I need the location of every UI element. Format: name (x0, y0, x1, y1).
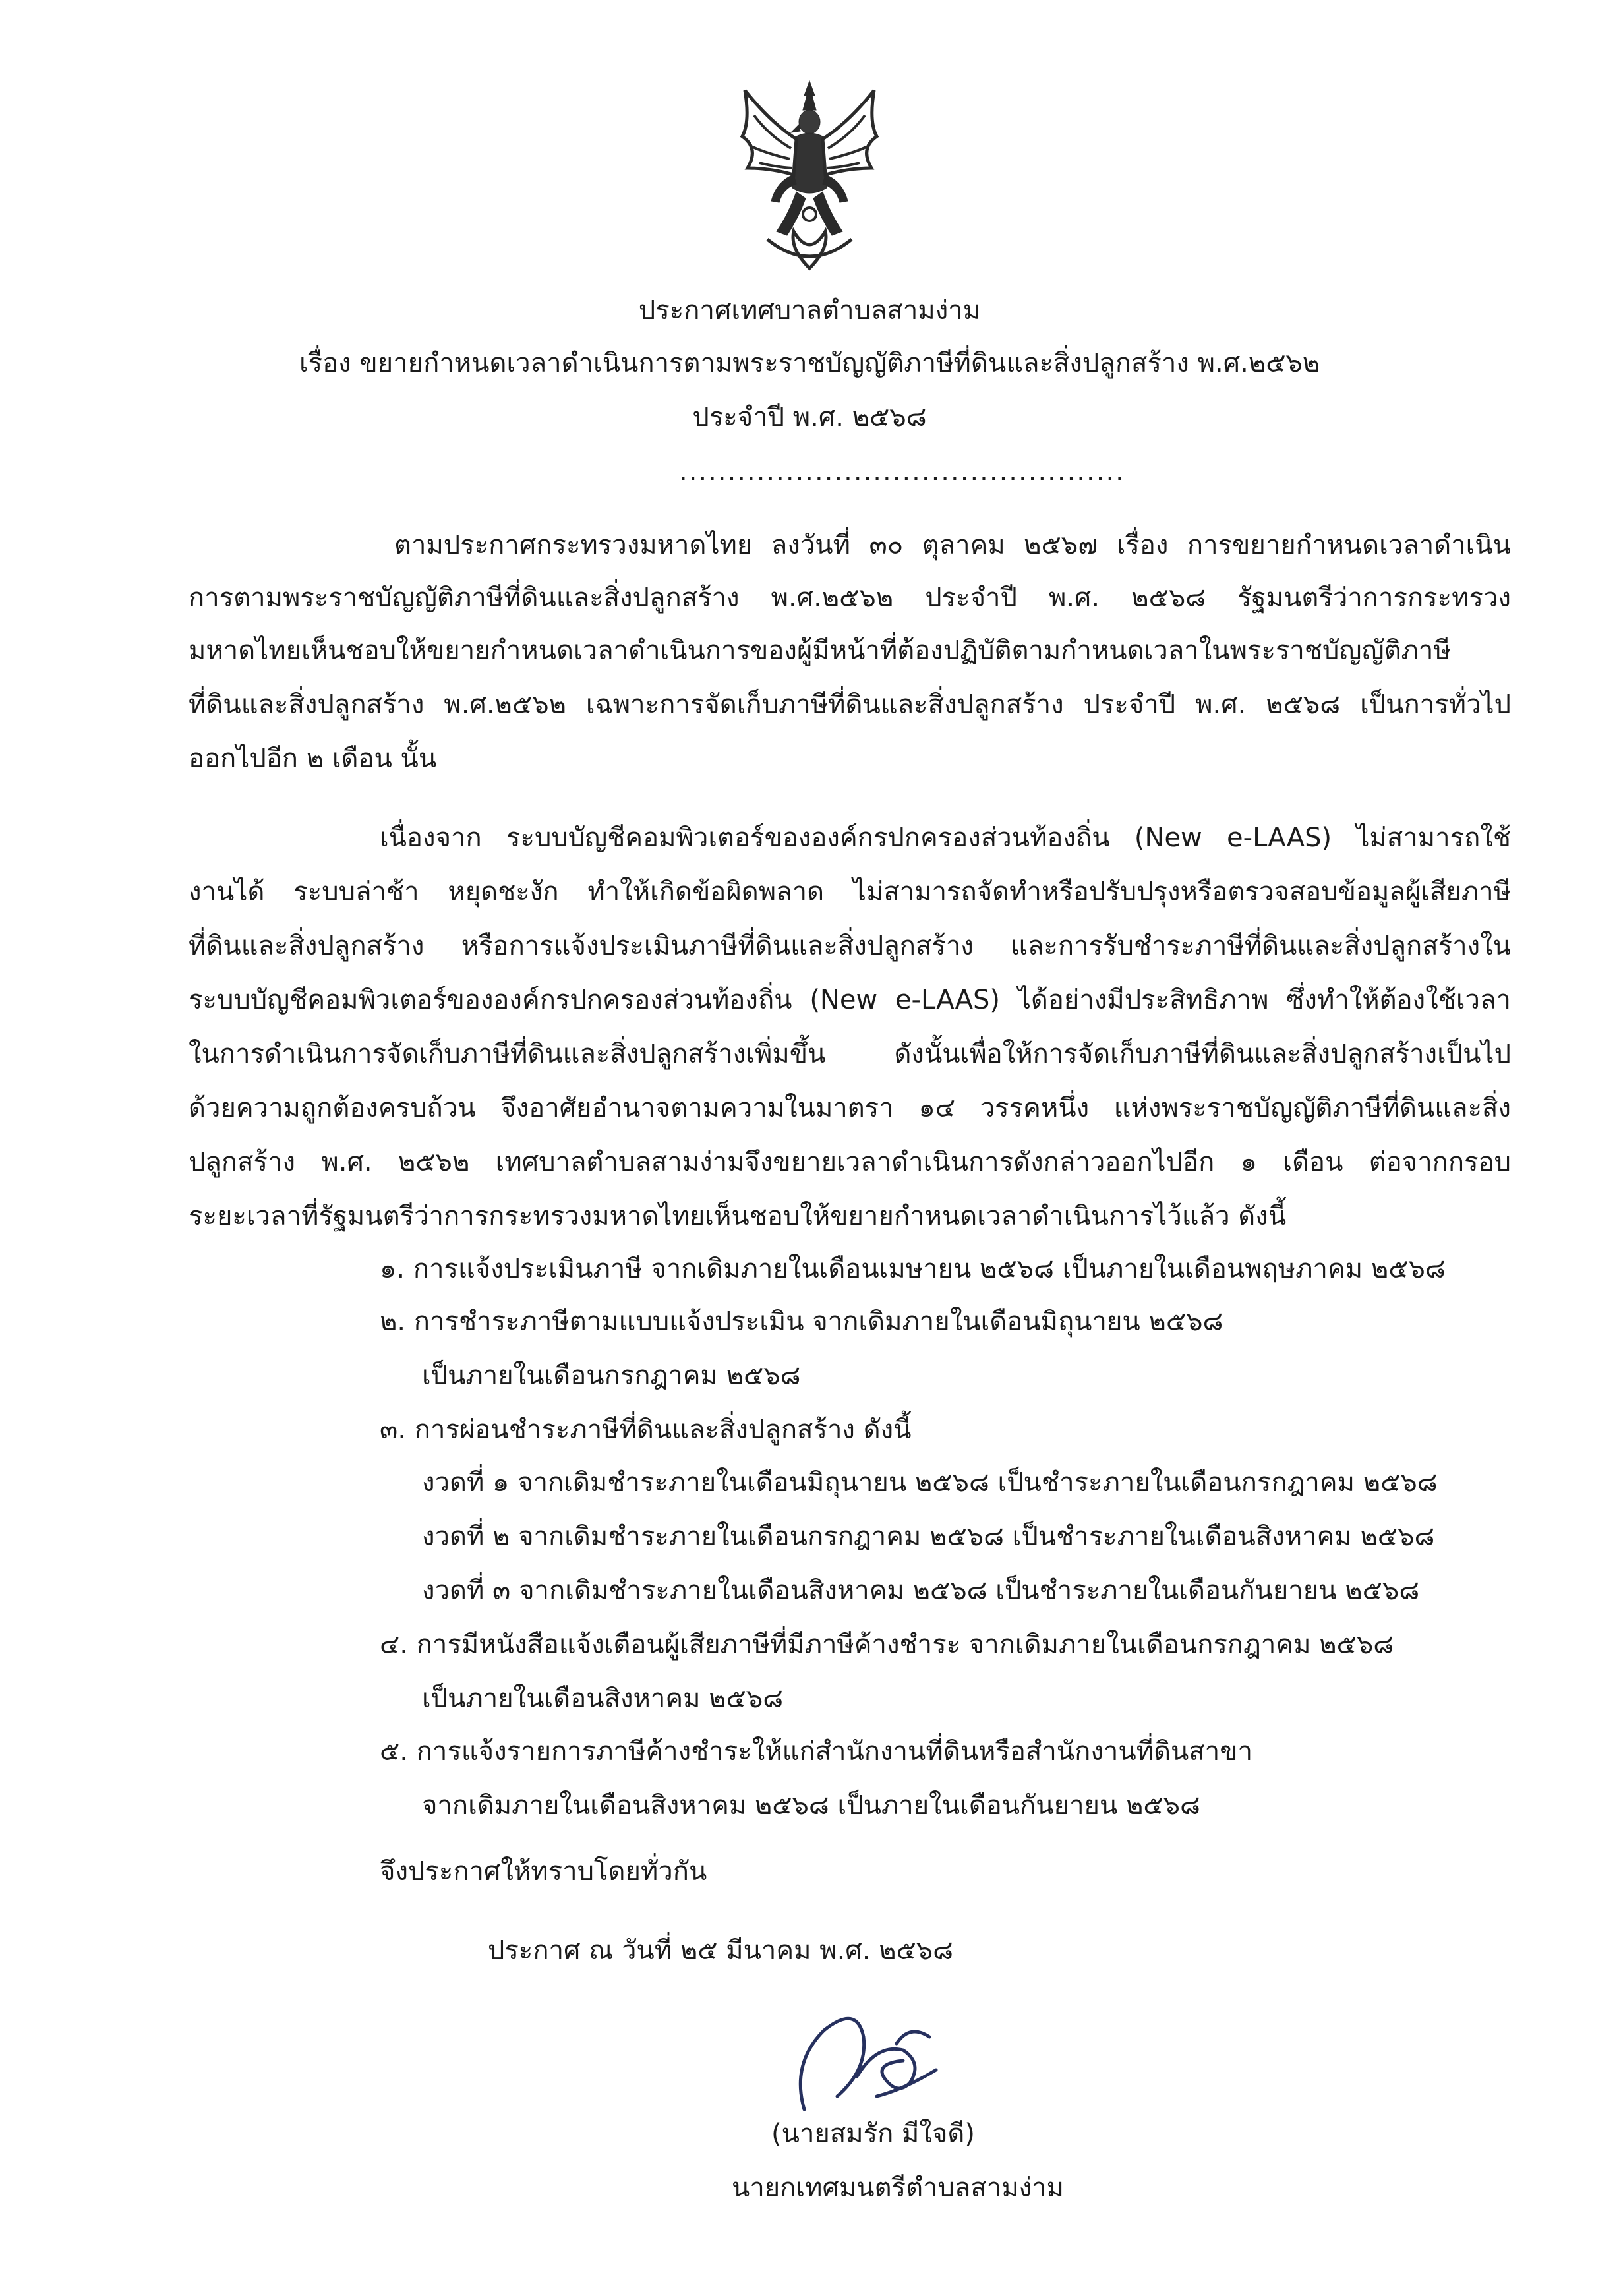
signature-icon (778, 1997, 976, 2129)
signer-title: นายกเทศมนตรีตำบลสามง่าม (732, 2173, 1065, 2203)
para1-line: ตามประกาศกระทรวงมหาดไทย ลงวันที่ ๓๐ ตุลาคม ๒๕๖๗ เรื่อง การขยายกำหนดเวลาดำเนิน (394, 530, 1511, 560)
para2-line: ปลูกสร้าง พ.ศ. ๒๕๖๒ เทศบาลตำบลสามง่ามจึงขยายเวลาดำเนินการดังกล่าวออกไปอีก ๑ เดือน ต่อจากกรอบ (189, 1147, 1511, 1177)
org-title: ประกาศเทศบาลตำบลสามง่าม (638, 295, 981, 326)
list-item: ๒. การชำระภาษีตามแบบแจ้งประเมิน จากเดิมภายในเดือนมิถุนายน ๒๕๖๘ (380, 1307, 1223, 1337)
para2-line: เนื่องจาก ระบบบัญชีคอมพิวเตอร์ขององค์กรปกครองส่วนท้องถิ่น (New e-LAAS) ไม่สามารถใช้ (380, 823, 1511, 853)
garuda-emblem-icon (730, 76, 889, 274)
list-item-continuation: เป็นภายในเดือนสิงหาคม ๒๕๖๘ (422, 1684, 784, 1714)
list-item-continuation: จากเดิมภายในเดือนสิงหาคม ๒๕๖๘ เป็นภายในเดือนกันยายน ๒๕๖๘ (422, 1790, 1200, 1821)
installment-item: งวดที่ ๒ จากเดิมชำระภายในเดือนกรกฎาคม ๒๕๖๘ เป็นชำระภายในเดือนสิงหาคม ๒๕๖๘ (422, 1521, 1435, 1552)
year-line: ประจำปี พ.ศ. ๒๕๖๘ (692, 402, 927, 432)
installment-item: งวดที่ ๓ จากเดิมชำระภายในเดือนสิงหาคม ๒๕๖๘ เป็นชำระภายในเดือนกันยายน ๒๕๖๘ (422, 1575, 1420, 1606)
list-item-continuation: เป็นภายในเดือนกรกฎาคม ๒๕๖๘ (422, 1361, 801, 1391)
signer-name: (นายสมรัก มีใจดี) (771, 2119, 975, 2149)
list-item: ๓. การผ่อนชำระภาษีที่ดินและสิ่งปลูกสร้าง ดังนี้ (380, 1415, 912, 1445)
para1-line: ออกไปอีก ๒ เดือน นั้น (189, 744, 437, 774)
closing-announce: จึงประกาศให้ทราบโดยทั่วกัน (380, 1856, 707, 1887)
para2-line: งานได้ ระบบล่าช้า หยุดชะงัก ทำให้เกิดข้อผิดพลาด ไม่สามารถจัดทำหรือปรับปรุงหรือตรวจสอบข้อมูลผู้เสียภาษี (189, 877, 1511, 907)
installment-item: งวดที่ ๑ จากเดิมชำระภายในเดือนมิถุนายน ๒๕๖๘ เป็นชำระภายในเดือนกรกฎาคม ๒๕๖๘ (422, 1467, 1438, 1498)
list-item: ๔. การมีหนังสือแจ้งเตือนผู้เสียภาษีที่มีภาษีค้างชำระ จากเดิมภายในเดือนกรกฎาคม ๒๕๖๘ (380, 1630, 1394, 1660)
para1-line: ที่ดินและสิ่งปลูกสร้าง พ.ศ.๒๕๖๒ เฉพาะการจัดเก็บภาษีที่ดินและสิ่งปลูกสร้าง ประจำปี พ.ศ. ๒๕๖๘ เป็นการทั่วไป (189, 690, 1511, 720)
para2-line: ด้วยความถูกต้องครบถ้วน จึงอาศัยอำนาจตามความในมาตรา ๑๔ วรรคหนึ่ง แห่งพระราชบัญญัติภาษีที่ดินและสิ่ง (189, 1093, 1511, 1123)
para1-line: มหาดไทยเห็นชอบให้ขยายกำหนดเวลาดำเนินการของผู้มีหน้าที่ต้องปฏิบัติตามกำหนดเวลาในพระราชบัญญัติภาษี (189, 635, 1451, 666)
para2-line: ที่ดินและสิ่งปลูกสร้าง หรือการแจ้งประเมินภาษีที่ดินและสิ่งปลูกสร้าง และการรับชำระภาษีที่ดินและสิ่งปลูกสร้างใน (189, 931, 1511, 961)
announcement-date: ประกาศ ณ วันที่ ๒๕ มีนาคม พ.ศ. ๒๕๖๘ (488, 1935, 954, 1966)
para2-line: ระยะเวลาที่รัฐมนตรีว่าการกระทรวงมหาดไทยเห็นชอบให้ขยายกำหนดเวลาดำเนินการไว้แล้ว ดังนี้ (189, 1201, 1287, 1231)
subject-line: เรื่อง ขยายกำหนดเวลาดำเนินการตามพระราชบัญญัติภาษีที่ดินและสิ่งปลูกสร้าง พ.ศ.๒๕๖๒ (299, 348, 1320, 378)
list-item: ๕. การแจ้งรายการภาษีค้างชำระให้แก่สำนักงานที่ดินหรือสำนักงานที่ดินสาขา (380, 1736, 1253, 1767)
header-separator: .............................................. (679, 456, 1125, 486)
para1-line: การตามพระราชบัญญัติภาษีที่ดินและสิ่งปลูกสร้าง พ.ศ.๒๕๖๒ ประจำปี พ.ศ. ๒๕๖๘ รัฐมนตรีว่าการกระทรวง (189, 583, 1511, 613)
list-item: ๑. การแจ้งประเมินภาษี จากเดิมภายในเดือนเมษายน ๒๕๖๘ เป็นภายในเดือนพฤษภาคม ๒๕๖๘ (380, 1254, 1446, 1284)
para2-line: ระบบบัญชีคอมพิวเตอร์ขององค์กรปกครองส่วนท้องถิ่น (New e-LAAS) ได้อย่างมีประสิทธิภาพ ซึ่งทำให้ต้องใช้เวลา (189, 985, 1511, 1015)
para2-line: ในการดำเนินการจัดเก็บภาษีที่ดินและสิ่งปลูกสร้างเพิ่มขึ้น ดังนั้นเพื่อให้การจัดเก็บภาษีที่ดินและสิ่งปลูกสร้างเป็นไป (189, 1039, 1511, 1069)
